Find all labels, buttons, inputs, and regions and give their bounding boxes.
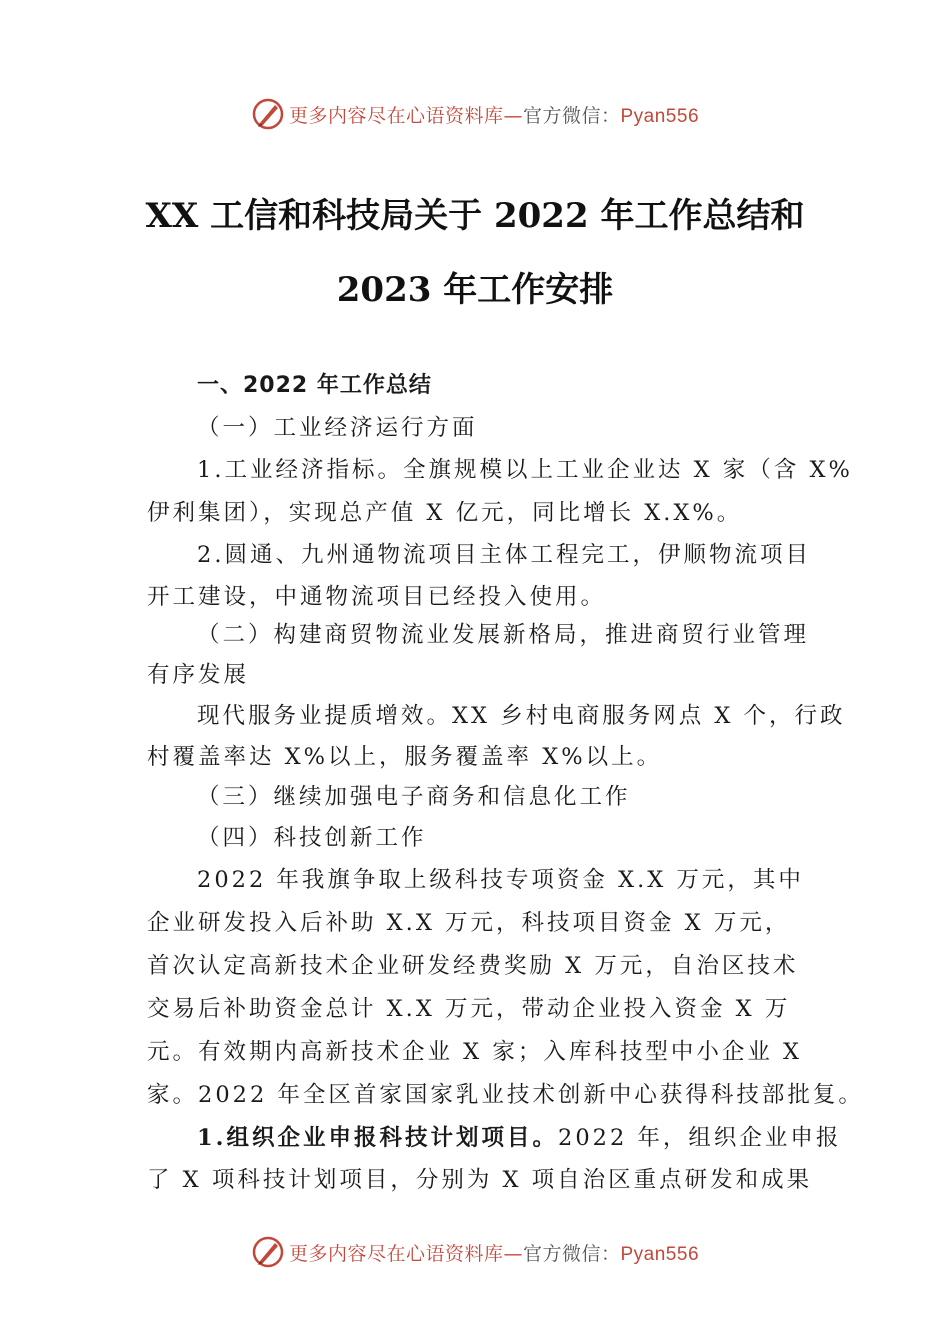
watermark-dash: — <box>503 1242 523 1265</box>
watermark-main-text: 更多内容尽在心语资料库 <box>288 1242 504 1265</box>
watermark-wechat-id: Pyan556 <box>620 105 700 127</box>
watermark-wechat-label: 官方微信： <box>522 104 621 127</box>
subsection-heading: 有序发展 <box>147 662 250 688</box>
pen-logo-icon <box>251 97 285 131</box>
pen-logo-icon <box>251 1235 285 1269</box>
paragraph-line: 现代服务业提质增效。XX 乡村电商服务网点 X 个，行政 <box>197 703 846 729</box>
paragraph-line: 了 X 项科技计划项目，分别为 X 项自治区重点研发和成果 <box>147 1167 813 1193</box>
watermark-text <box>289 101 699 128</box>
subsection-heading: （二）构建商贸物流业发展新格局，推进商贸行业管理 <box>197 622 810 648</box>
paragraph-line: 元。有效期内高新技术企业 X 家；入库科技型中小企业 X <box>147 1039 802 1065</box>
watermark-dash: — <box>503 104 523 127</box>
watermark-wechat-id: Pyan556 <box>620 1243 700 1265</box>
paragraph-line: 开工建设，中通物流项目已经投入使用。 <box>147 584 607 610</box>
watermark-banner-top <box>0 94 950 134</box>
paragraph-line: 村覆盖率达 X%以上，服务覆盖率 X%以上。 <box>147 744 663 770</box>
watermark-banner-bottom <box>0 1232 950 1272</box>
paragraph-line: 2.圆通、九州通物流项目主体工程完工，伊顺物流项目 <box>197 542 811 568</box>
section-heading: 一、2022 年工作总结 <box>197 373 432 398</box>
paragraph-line: 首次认定高新技术企业研发经费奖励 X 万元，自治区技术 <box>147 953 799 979</box>
watermark-main-text: 更多内容尽在心语资料库 <box>288 104 504 127</box>
watermark-text <box>289 1239 699 1266</box>
document-title-line2: 2023 年工作安排 <box>336 270 614 310</box>
paragraph-line: 1.工业经济指标。全旗规模以上工业企业达 X 家（含 X% <box>197 457 853 483</box>
subsection-heading: （一）工业经济运行方面 <box>197 415 478 441</box>
paragraph-line: 企业研发投入后补助 X.X 万元，科技项目资金 X 万元， <box>147 910 791 936</box>
paragraph-line: 家。2022 年全区首家国家乳业技术创新中心获得科技部批复。 <box>147 1082 864 1108</box>
bold-lead: 1.组织企业申报科技计划项目。 <box>197 1125 558 1151</box>
paragraph-line <box>197 1120 841 1152</box>
paragraph-line: 2022 年我旗争取上级科技专项资金 X.X 万元，其中 <box>197 867 804 893</box>
document-title-line1: XX 工信和科技局关于 2022 年工作总结和 <box>145 196 805 236</box>
paragraph-text: 2022 年，组织企业申报 <box>558 1125 842 1151</box>
subsection-heading: （四）科技创新工作 <box>197 825 427 851</box>
watermark-wechat-label: 官方微信： <box>522 1242 621 1265</box>
subsection-heading: （三）继续加强电子商务和信息化工作 <box>197 784 631 810</box>
paragraph-line: 交易后补助资金总计 X.X 万元，带动企业投入资金 X 万 <box>147 996 791 1022</box>
paragraph-line: 伊利集团），实现总产值 X 亿元，同比增长 X.X%。 <box>147 500 743 526</box>
